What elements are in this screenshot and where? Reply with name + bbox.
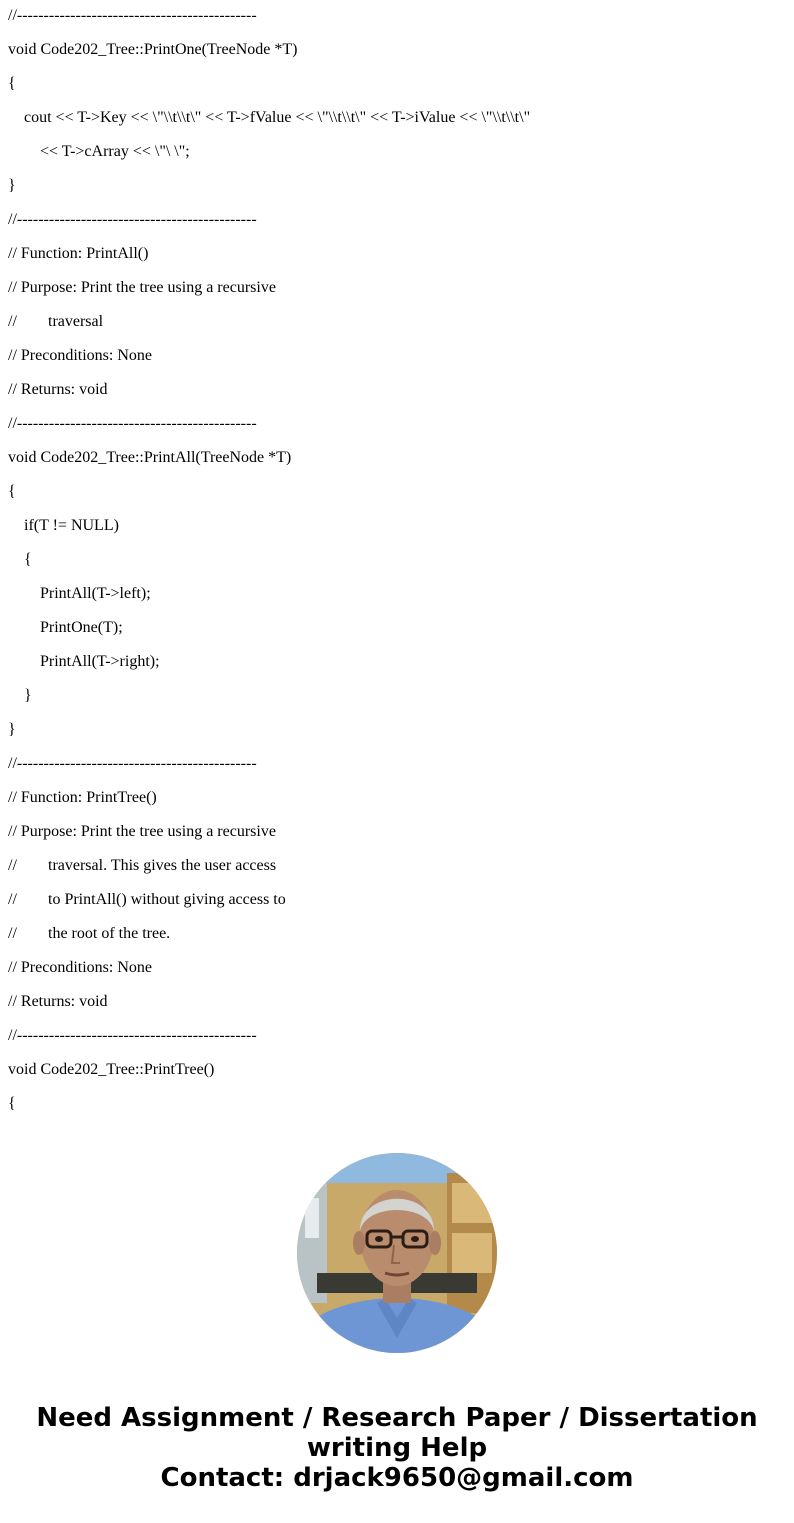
comment-prefix: //	[8, 313, 17, 330]
comment-prefix: //	[8, 891, 17, 908]
code-line: // Preconditions: None	[8, 959, 152, 976]
author-photo	[297, 1153, 497, 1353]
code-line: }	[8, 721, 16, 738]
code-line: {	[8, 75, 16, 92]
code-line-text: traversal	[48, 313, 104, 330]
code-line: void Code202_Tree::PrintAll(TreeNode *T)	[8, 449, 292, 466]
promo-line-2: writing Help	[306, 1433, 488, 1463]
comment-prefix: //	[8, 925, 17, 942]
code-line: // Function: PrintAll()	[8, 245, 149, 262]
code-line: << T->cArray << \"\ \";	[40, 143, 190, 160]
code-line-text: the root of the tree.	[48, 925, 171, 942]
code-line: void Code202_Tree::PrintOne(TreeNode *T)	[8, 41, 298, 58]
code-line	[8, 889, 778, 923]
code-line: cout << T->Key << \"\\t\\t\" << T->fValue << \"\\t\\t\" << T->iValue << \"\\t\\t\"	[24, 109, 531, 126]
code-line: //---------------------------------------------	[8, 755, 257, 772]
code-line: // Function: PrintTree()	[8, 789, 157, 806]
promo-contact: Contact: drjack9650@gmail.com	[160, 1463, 634, 1493]
code-line: // Preconditions: None	[8, 347, 152, 364]
code-line: PrintAll(T->left);	[40, 585, 151, 602]
code-line: // Purpose: Print the tree using a recursive	[8, 279, 276, 296]
code-line: // Purpose: Print the tree using a recursive	[8, 823, 276, 840]
code-line: //---------------------------------------------	[8, 211, 257, 228]
code-line	[8, 311, 778, 345]
promo-banner	[0, 1403, 794, 1493]
code-line: // Returns: void	[8, 993, 108, 1010]
code-line: {	[8, 483, 16, 500]
code-line: if(T != NULL)	[24, 517, 119, 534]
code-line: {	[8, 1095, 16, 1112]
code-line	[8, 855, 778, 889]
code-line: //---------------------------------------------	[8, 415, 257, 432]
code-line: //---------------------------------------------	[8, 1027, 257, 1044]
code-listing	[8, 5, 778, 1127]
code-line: void Code202_Tree::PrintTree()	[8, 1061, 215, 1078]
promo-line-1: Need Assignment / Research Paper / Dissertation	[36, 1403, 758, 1433]
author-avatar	[297, 1153, 497, 1353]
code-line	[8, 923, 778, 957]
code-line: PrintAll(T->right);	[40, 653, 160, 670]
comment-prefix: //	[8, 857, 17, 874]
code-line-text: to PrintAll() without giving access to	[48, 891, 286, 908]
code-line: PrintOne(T);	[40, 619, 123, 636]
code-line: // Returns: void	[8, 381, 108, 398]
code-line-text: traversal. This gives the user access	[48, 857, 277, 874]
code-line: }	[8, 177, 16, 194]
code-line: //---------------------------------------------	[8, 7, 257, 24]
code-line: }	[24, 687, 32, 704]
code-line: {	[24, 551, 32, 568]
